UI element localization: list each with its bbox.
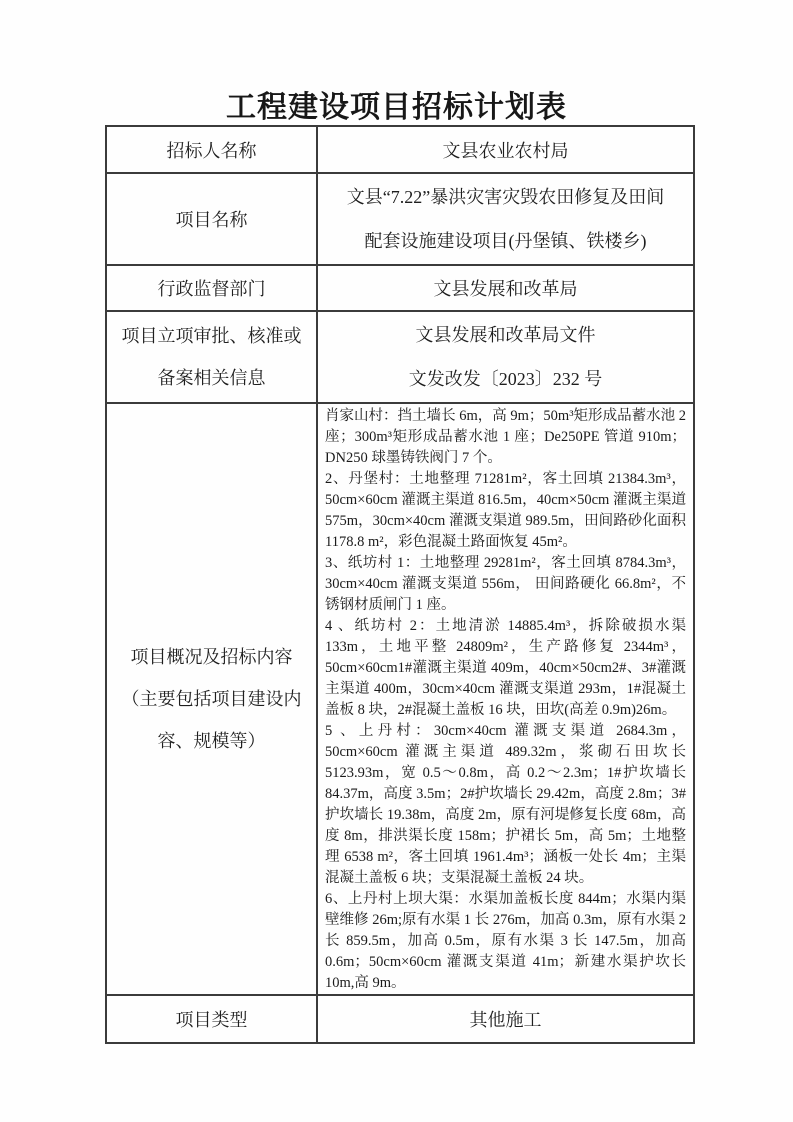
approval-info-label-line-2: 备案相关信息	[157, 368, 266, 388]
table-row-project-name	[106, 173, 694, 265]
approval-info-value-line-2: 文发改发〔2023〕232 号	[408, 369, 603, 389]
project-overview-label	[106, 403, 317, 995]
table-row-project-overview	[106, 403, 694, 995]
overview-paragraph-zhifang-2: 4 、纸坊村 2：土地清淤 14885.4m³，拆除破损水渠 133m，土地平整 24809m²，生产路修复 2344m³，50cm×60cm1#灌溉主渠道 409m，40cm×50cm2#、3#灌溉主渠道 400m，30cm×40cm 灌溉支渠道 293m，1#混凝土盖板 8 块，2#混凝土盖板 16 块，田坎(高差 0.9m)26m。	[325, 618, 686, 718]
overview-paragraph-danbao: 2、丹堡村：土地整理 71281m²，客土回填 21384.3m³，50cm×60cm 灌溉主渠道 816.5m，40cm×50cm 灌溉主渠道 575m，30cm×40cm 灌溉支渠道 989.5m，田间路砂化面积 1178.8 m²，彩色混凝土路面恢复 45m²。	[325, 471, 686, 550]
page-title: 工程建设项目招标计划表	[226, 91, 567, 124]
tenderer-name-value: 文县农业农村局	[317, 126, 694, 173]
project-type-value: 其他施工	[317, 995, 694, 1043]
supervising-department-value: 文县发展和改革局	[317, 265, 694, 311]
project-name-label: 项目名称	[106, 173, 317, 265]
project-overview-content	[317, 403, 694, 995]
table-row-tenderer-name	[106, 126, 694, 173]
table-row-supervising-department	[106, 265, 694, 311]
tenderer-name-label: 招标人名称	[106, 126, 317, 173]
supervising-department-label: 行政监督部门	[106, 265, 317, 311]
project-name-line-1: 文县“7.22”暴洪灾害灾毁农田修复及田间	[346, 187, 665, 207]
overview-paragraph-zhifang-1: 3、纸坊村 1：土地整理 29281m²，客土回填 8784.3m³，30cm×40cm 灌溉支渠道 556m， 田间路硬化 66.8m²，不锈钢材质闸门 1 座。	[325, 555, 686, 613]
table-row-project-type	[106, 995, 694, 1043]
overview-paragraph-shangdan-shangba: 6、上丹村上坝大渠：水渠加盖板长度 844m；水渠内渠壁维修 26m;原有水渠 1 长 276m，加高 0.3m，原有水渠 2 长 859.5m，加高 0.5m，原有水渠 3 长 147.5m，加高 0.6m；50cm×60cm 灌溉支渠道 41m；新建水渠护坎长 10m,高 9m。	[325, 891, 686, 991]
approval-info-label-line-1: 项目立项审批、核准或	[121, 326, 302, 346]
project-overview-label-line-1: 项目概况及招标内容	[130, 647, 293, 667]
approval-info-value	[317, 311, 694, 403]
approval-info-value-line-1: 文县发展和改革局文件	[415, 325, 596, 345]
approval-info-label	[106, 311, 317, 403]
overview-paragraph-shangdan: 5 、上丹村：30cm×40cm 灌溉支渠道 2684.3m，50cm×60cm 灌溉主渠道 489.32m，浆砌石田坎长 5123.93m，宽 0.5～0.8m，高 0.2～2.3m；1#护坎墙长 84.37m，高度 3.5m；2#护坎墙长 29.42m，高度 2.8m；3#护坎墙长 19.38m，高度 2m，原有河堤修复长度 68m，高度 8m，排洪渠长度 158m；护裙长 5m，高 5m；土地整理 6538 m²，客土回填 1961.4m³；涵板一处长 4m；主渠混凝土盖板 6 块；支渠混凝土盖板 24 块。	[325, 723, 686, 886]
bidding-plan-table	[105, 125, 695, 1044]
project-name-value	[317, 173, 694, 265]
project-name-line-2: 配套设施建设项目(丹堡镇、铁楼乡)	[364, 231, 647, 251]
project-type-label: 项目类型	[106, 995, 317, 1043]
project-overview-label-line-3: 容、规模等）	[157, 731, 266, 751]
table-row-approval-info	[106, 311, 694, 403]
project-overview-label-line-2: （主要包括项目建设内	[121, 689, 302, 709]
overview-paragraph-xiaojiashan: 肖家山村：挡土墙长 6m，高 9m；50m³矩形成品蓄水池 2 座；300m³矩形成品蓄水池 1 座；De250PE 管道 910m；DN250 球墨铸铁阀门 7 个。	[325, 408, 686, 466]
